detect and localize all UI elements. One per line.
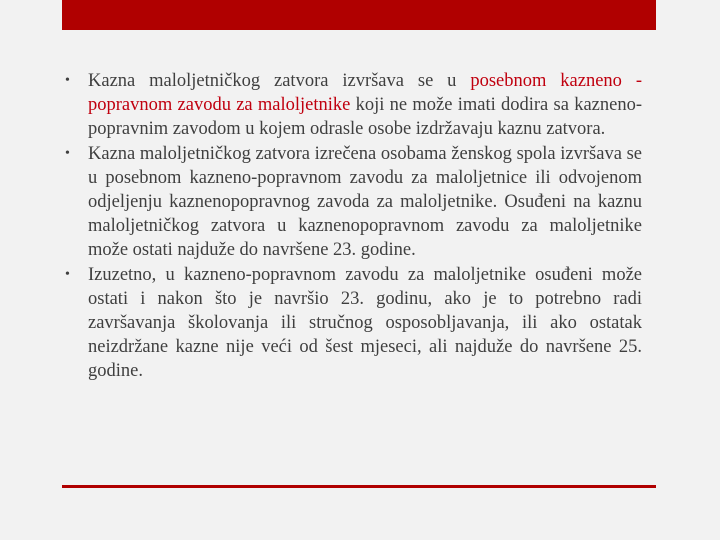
bullet-dot-icon: • bbox=[65, 73, 70, 88]
bullet-item-2 bbox=[62, 142, 642, 263]
bullet-1-text-end: koji ne može imati dodira sa kazneno-popravnim zavodom u kojem odrasle osobe izdržavaju kaznu zatvora. bbox=[88, 95, 642, 140]
slide-content bbox=[62, 69, 642, 384]
bullet-dot-icon: • bbox=[65, 266, 70, 282]
top-accent-bar bbox=[62, 0, 656, 30]
bullet-3-text: Izuzetno, u kazneno-popravnom zavodu za maloljetnike osuđeni može ostati i nakon što je navršio 23. godinu, ako je to potrebno radi završavanja školovanja ili stručnog osposobljavanja, ili ako ostatak neizdržane kazne nije veći od šest mjeseci, ali najduže do navršene 25. godine. bbox=[88, 264, 642, 382]
bullet-2-text: Kazna maloljetničkog zatvora izrečena osobama ženskog spola izvršava se u posebnom kazneno-popravnom zavodu za maloljetnice ili odvojenom odjeljenju kaznenopopravnog zavoda za maloljetnike. Osuđeni na kaznu maloljetničkog zatvora u kaznenopopravnom zavodu za maloljetnike može ostati najduže do navršene 23. godine. bbox=[88, 143, 642, 261]
bullet-item-3 bbox=[62, 263, 642, 384]
bottom-divider bbox=[62, 485, 656, 488]
bullet-dot-icon: • bbox=[65, 145, 70, 161]
bullet-1-highlight: posebnom kazneno -popravnom zavodu za maloljetnike bbox=[88, 71, 642, 116]
bullet-list bbox=[62, 69, 642, 384]
bullet-1-text-start: Kazna maloljetničkog zatvora izvršava se u bbox=[88, 71, 471, 91]
bullet-item-1 bbox=[62, 69, 642, 142]
